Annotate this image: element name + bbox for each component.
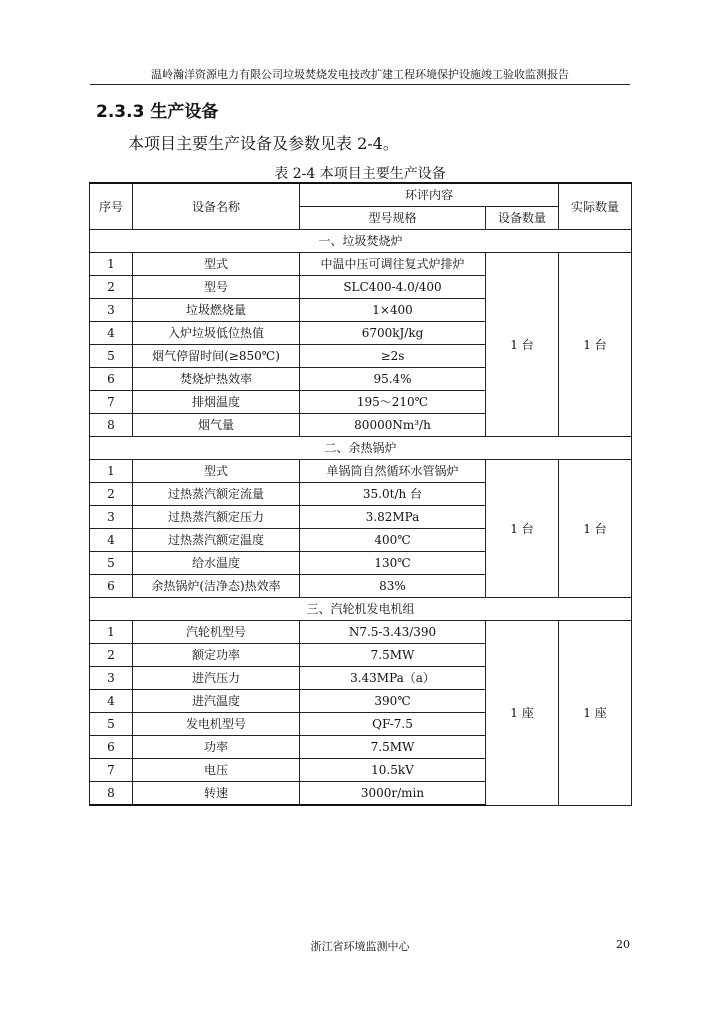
row-equipment-name: 转速 — [133, 782, 300, 806]
row-seq: 3 — [90, 299, 133, 322]
group-quantity: 1 台 — [486, 460, 559, 598]
row-spec: 1×400 — [300, 299, 486, 322]
header-name: 设备名称 — [133, 183, 300, 230]
row-spec: QF-7.5 — [300, 713, 486, 736]
group-quantity: 1 台 — [486, 253, 559, 437]
intro-paragraph: 本项目主要生产设备及参数见表 2-4。 — [128, 134, 399, 153]
row-seq: 2 — [90, 644, 133, 667]
row-equipment-name: 余热锅炉(洁净态)热效率 — [133, 575, 300, 598]
row-spec: 7.5MW — [300, 644, 486, 667]
row-equipment-name: 焚烧炉热效率 — [133, 368, 300, 391]
group-actual-quantity: 1 台 — [559, 253, 632, 437]
row-seq: 8 — [90, 414, 133, 437]
group-title: 三、汽轮机发电机组 — [90, 598, 632, 621]
equipment-table — [89, 182, 632, 806]
row-seq: 1 — [90, 621, 133, 644]
row-seq: 5 — [90, 345, 133, 368]
row-seq: 5 — [90, 713, 133, 736]
group-title: 二、余热锅炉 — [90, 437, 632, 460]
row-spec: 中温中压可调往复式炉排炉 — [300, 253, 486, 276]
row-spec: 3.82MPa — [300, 506, 486, 529]
group-actual-quantity: 1 台 — [559, 460, 632, 598]
row-spec: 83% — [300, 575, 486, 598]
group-title-row — [90, 230, 632, 253]
row-spec: 3000r/min — [300, 782, 486, 806]
row-equipment-name: 烟气量 — [133, 414, 300, 437]
row-seq: 4 — [90, 529, 133, 552]
row-equipment-name: 烟气停留时间(≥850℃) — [133, 345, 300, 368]
row-seq: 2 — [90, 483, 133, 506]
table-caption: 表 2-4 本项目主要生产设备 — [274, 166, 446, 182]
row-equipment-name: 进汽压力 — [133, 667, 300, 690]
table-row — [90, 460, 632, 483]
row-seq: 6 — [90, 575, 133, 598]
page-number: 20 — [616, 938, 630, 951]
row-equipment-name: 过热蒸汽额定流量 — [133, 483, 300, 506]
row-seq: 1 — [90, 253, 133, 276]
table-header-row — [90, 183, 632, 207]
footer-org: 浙江省环境监测中心 — [310, 940, 410, 953]
row-spec: 10.5kV — [300, 759, 486, 782]
page-header: 温岭瀚洋资源电力有限公司垃圾焚烧发电技改扩建工程环境保护设施竣工验收监测报告 — [151, 68, 569, 81]
table-row — [90, 253, 632, 276]
row-seq: 3 — [90, 506, 133, 529]
row-equipment-name: 过热蒸汽额定压力 — [133, 506, 300, 529]
row-spec: N7.5-3.43/390 — [300, 621, 486, 644]
page-footer — [90, 938, 630, 952]
row-spec: 单锅筒自然循环水管锅炉 — [300, 460, 486, 483]
row-equipment-name: 垃圾燃烧量 — [133, 299, 300, 322]
row-equipment-name: 型号 — [133, 276, 300, 299]
header-seq: 序号 — [90, 183, 133, 230]
header-eia: 环评内容 — [300, 183, 559, 207]
row-seq: 7 — [90, 759, 133, 782]
row-spec: 400℃ — [300, 529, 486, 552]
group-title-row — [90, 437, 632, 460]
row-spec: 6700kJ/kg — [300, 322, 486, 345]
header-qty: 设备数量 — [486, 207, 559, 230]
group-quantity: 1 座 — [486, 621, 559, 806]
row-equipment-name: 电压 — [133, 759, 300, 782]
row-equipment-name: 进汽温度 — [133, 690, 300, 713]
row-spec: 130℃ — [300, 552, 486, 575]
section-title: 生产设备 — [150, 102, 219, 122]
section-heading — [96, 97, 218, 122]
row-equipment-name: 排烟温度 — [133, 391, 300, 414]
row-seq: 5 — [90, 552, 133, 575]
row-seq: 8 — [90, 782, 133, 806]
row-equipment-name: 汽轮机型号 — [133, 621, 300, 644]
table-row — [90, 621, 632, 644]
row-seq: 6 — [90, 736, 133, 759]
row-equipment-name: 功率 — [133, 736, 300, 759]
group-title-row — [90, 598, 632, 621]
row-spec: 7.5MW — [300, 736, 486, 759]
row-equipment-name: 发电机型号 — [133, 713, 300, 736]
row-spec: SLC400-4.0/400 — [300, 276, 486, 299]
group-title: 一、垃圾焚烧炉 — [90, 230, 632, 253]
row-spec: 195～210℃ — [300, 391, 486, 414]
row-seq: 4 — [90, 690, 133, 713]
row-spec: 95.4% — [300, 368, 486, 391]
row-seq: 6 — [90, 368, 133, 391]
section-number: 2.3.3 — [96, 102, 145, 122]
header-divider — [90, 84, 630, 85]
header-actual: 实际数量 — [559, 183, 632, 230]
row-equipment-name: 给水温度 — [133, 552, 300, 575]
row-spec: 80000Nm³/h — [300, 414, 486, 437]
row-seq: 1 — [90, 460, 133, 483]
row-spec: 390℃ — [300, 690, 486, 713]
group-actual-quantity: 1 座 — [559, 621, 632, 806]
row-equipment-name: 过热蒸汽额定温度 — [133, 529, 300, 552]
row-seq: 7 — [90, 391, 133, 414]
row-seq: 2 — [90, 276, 133, 299]
row-equipment-name: 入炉垃圾低位热值 — [133, 322, 300, 345]
row-equipment-name: 额定功率 — [133, 644, 300, 667]
row-equipment-name: 型式 — [133, 253, 300, 276]
row-spec: 3.43MPa（a） — [300, 667, 486, 690]
row-seq: 3 — [90, 667, 133, 690]
header-spec: 型号规格 — [300, 207, 486, 230]
row-seq: 4 — [90, 322, 133, 345]
row-equipment-name: 型式 — [133, 460, 300, 483]
row-spec: ≥2s — [300, 345, 486, 368]
row-spec: 35.0t/h 台 — [300, 483, 486, 506]
